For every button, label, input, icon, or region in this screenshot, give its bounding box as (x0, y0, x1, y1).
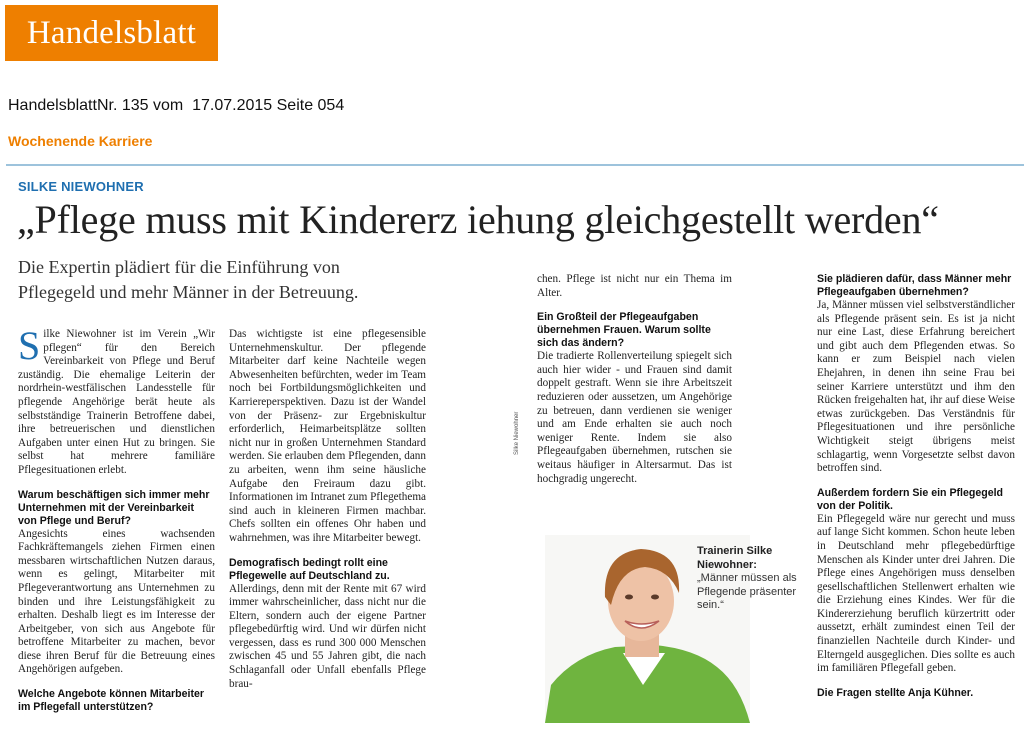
question-5: Sie plädieren dafür, dass Männer mehr Pflegeaufgaben übernehmen? (817, 273, 1012, 298)
article-column-4 (817, 273, 1015, 728)
answer-2: Das wichtigste ist eine pflegesensible Unternehmenskultur. Der pflegende Mitarbeiter darf keine Nachteile wegen Abwesenheiten befürchten, weder im Team noch bei Fortbildungsmöglichkeiten und Karriereperspektiven. Dazu ist der Wandel von der Präsenz- zur Ergebniskultur erforderlich, Heimarbeitsplätze sollten nicht nur in großen Unternehmen Standard werden. Sie erlauben dem Pflegenden, dann zu arbeiten, wenn ihm seine häusliche Aufgabe den Freiraum dazu gibt. Informationen im Intranet zum Pflegethema sind auch in kleineren Firmen machbar. Chefs sollten ein offenes Ohr haben und wahrnehmen, was ihre Mitarbeiter bewegt. (229, 328, 426, 544)
photo-credit: Silke Niewohner (514, 411, 520, 455)
article-column-2 (229, 328, 426, 728)
question-6: Außerdem fordern Sie ein Pflegegeld von der Politik. (817, 486, 1004, 512)
answer-3-continued: chen. Pflege ist nicht nur ein Thema im Alter. (537, 273, 732, 299)
article-subhead: Die Expertin plädiert für die Einführung von Pflegegeld und mehr Männer in der Betreuung. (18, 257, 359, 302)
question-4: Ein Großteil der Pflegeaufgaben übernehmen Frauen. Warum sollte sich das ändern? (537, 311, 711, 350)
section-divider (6, 164, 1024, 166)
question-2: Welche Angebote können Mitarbeiter im Pflegefall unterstützen? (18, 688, 205, 714)
answer-4: Die tradierte Rollenverteilung spiegelt sich auch hier wider - und Frauen sind damit doppelt gestraft. Wenn sie ihre Arbeitszeit reduzieren oder aussetzen, um Angehörige zu betreuen, dann verdienen sie weniger und am Ende erhalten sie auch noch weniger Rente. Indem sie also Pflegeaufgaben übernehmen, rutschen sie weitaus häufiger in Altersarmut. Das ist hochgradig ungerecht. (537, 350, 732, 485)
caption-quote: „Männer müssen als Pflegende präsenter sein.“ (697, 572, 797, 611)
section-label: Wochenende Karriere (8, 133, 153, 149)
answer-6: Ein Pflegegeld wäre nur gerecht und muss auf lange Sicht kommen. Schon heute leben in Deutschland mehr pflegebedürftige Menschen als Kinder unter drei Jahren. Die Pflege eines Angehörigen muss denselben gesellschaftlichen Stellenwert erhalten wie die Erziehung eines Kindes. Wer für die Kindererziehung beruflich kürzertritt oder aussetzt, erhält zumindest einen Teil der finanziellen Nachteile durch Kinder- und Elterngeld ausgeglichen. Dies sollte es auch im familiären Pflegefall geben. (817, 512, 1015, 675)
article-column-3 (537, 273, 732, 513)
intro-text: ilke Niewohner ist im Verein „Wir pflegen“ für den Bereich Vereinbarkeit von Pflege und Beruf zuständig. Die ehemalige Leiterin der nordrhein-westfälischen Landesstelle für pflegende Angehörige berät heute als selbstständige Trainerin Betroffene dabei, ihre betreuerischen und dienstlichen Aufgaben unter einen Hut zu bringen. Sie selbst hat mehrere familiäre Pflegesituationen erlebt. (18, 328, 215, 476)
issue-meta: HandelsblattNr. 135 vom 17.07.2015 Seite 054 (8, 97, 345, 114)
question-3: Demografisch bedingt rollt eine Pflegewelle auf Deutschland zu. (229, 556, 390, 582)
byline: Die Fragen stellte Anja Kühner. (817, 686, 974, 699)
photo-caption (697, 545, 807, 613)
intro-paragraph (18, 328, 215, 478)
drop-cap: S (18, 328, 41, 368)
caption-title: Trainerin Silke Niewohner: (697, 545, 773, 571)
answer-3: Allerdings, denn mit der Rente mit 67 wird immer wahrscheinlicher, dass nicht nur die Eltern, sondern auch der eigene Partner pflegebedürftig wird. Und wir dürfen nicht vergessen, dass es rund 300 000 Menschen zwischen 45 und 55 Jahren gibt, die nach Schlaganfall oder Unfall ebenfalls Pflege brau- (229, 582, 426, 690)
article-headline: „Pflege muss mit Kindererz iehung gleichgestellt werden“ (17, 197, 939, 242)
question-1: Warum beschäftigen sich immer mehr Unternehmen mit der Vereinbarkeit von Pflege und Beruf? (18, 488, 210, 527)
answer-5: Ja, Männer müssen viel selbstverständlicher als Pflegende präsent sein. Es ist ja nicht nur eine Last, diese Erfahrung bereichert und gibt auch dem Pflegenden etwas. So kann er zum Beispiel nach vielen Ehejahren, in denen ihn seine Frau bei seiner Karriere unterstützt und ihm den Rücken freigehalten hat, ihr auf diese Weise etwas zurückgeben. Das Verständnis für Pflegesituationen und ihre persönliche Wichtigkeit steigt übrigens meist schlagartig, wenn Vorgesetzte selbst davon betroffen sind. (817, 299, 1015, 475)
article-kicker: SILKE NIEWOHNER (18, 179, 144, 194)
article-column-1 (18, 328, 215, 728)
logo-text: Handelsblatt (26, 14, 197, 51)
answer-1: Angesichts eines wachsenden Fachkräftemangels ziehen Firmen einen messbaren wirtschaftlichen Nutzen daraus, wenn es gelingt, Mitarbeiter mit Pflegeverantwortung ans Unternehmen zu binden und ihre Leistungsfähigkeit zu erhalten. Deshalb liegt es im Interesse der Arbeitgeber, von sich aus Angebote für betroffene Mitarbeiter zu machen, bevor diese ihren Beruf für die Betreuung eines Angehörigen aufgeben. (18, 527, 215, 676)
handelsblatt-logo (5, 5, 218, 61)
